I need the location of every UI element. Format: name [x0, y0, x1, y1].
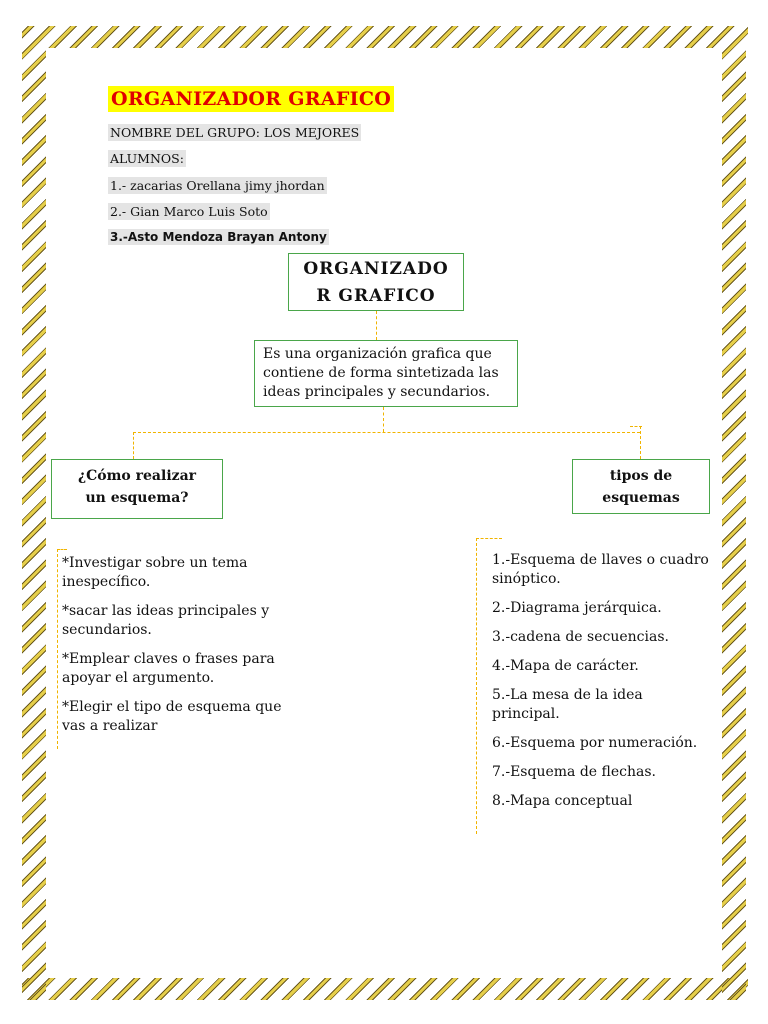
main-concept-box [288, 253, 464, 311]
right-list-bracket-top [476, 538, 502, 539]
how-to-box [51, 459, 223, 519]
right-list-bracket [476, 538, 477, 834]
left-list-bracket-top [57, 549, 67, 550]
pencil-border-right [722, 26, 746, 1000]
list-item: 7.-Esquema de flechas. [492, 764, 656, 780]
list-item: 1.-Esquema de llaves o cuadro sinóptico. [492, 552, 709, 587]
types-box [572, 459, 710, 514]
pencil-border-left [22, 26, 46, 1000]
pencil-border-top [22, 26, 748, 48]
connector-def-split [383, 407, 384, 432]
how-to-line1: ¿Cómo realizar [77, 468, 197, 484]
connector-right-tick [630, 426, 642, 427]
types-line1: tipos de [609, 468, 673, 484]
list-item: 8.-Mapa conceptual [492, 793, 633, 809]
types-line2: esquemas [602, 490, 680, 506]
list-item: 5.-La mesa de la idea principal. [492, 687, 643, 722]
pencil-border-bottom [22, 978, 748, 1000]
group-name: NOMBRE DEL GRUPO: LOS MEJORES [110, 125, 360, 140]
list-item: *Elegir el tipo de esquema que vas a realizar [62, 699, 282, 734]
list-item: *Investigar sobre un tema inespecífico. [62, 555, 248, 590]
connector-to-left-box [133, 432, 134, 459]
list-item: 3.-cadena de secuencias. [492, 629, 669, 645]
definition-box [254, 340, 518, 407]
student-2: 2.- Gian Marco Luis Soto [110, 204, 268, 219]
how-to-steps-list [62, 554, 302, 746]
student-1: 1.- zacarias Orellana jimy jhordan [110, 178, 325, 193]
connector-main-def [376, 311, 377, 340]
main-concept-line1: ORGANIZADO [303, 259, 449, 279]
left-list-bracket [57, 549, 58, 749]
main-concept-line2: R GRAFICO [316, 286, 436, 306]
schema-types-list [492, 551, 712, 821]
list-item: *sacar las ideas principales y secundarios. [62, 603, 270, 638]
list-item: *Emplear claves o frases para apoyar el argumento. [62, 651, 275, 686]
list-item: 6.-Esquema por numeración. [492, 735, 698, 751]
students-label: ALUMNOS: [110, 151, 184, 166]
student-3: 3.-Asto Mendoza Brayan Antony [110, 230, 327, 244]
list-item: 2.-Diagrama jerárquica. [492, 600, 662, 616]
connector-to-right-box [640, 426, 641, 459]
page-title: ORGANIZADOR GRAFICO [108, 86, 394, 112]
definition-text: Es una organización grafica que contiene de forma sintetizada las ideas principales y secundarios. [263, 346, 499, 400]
how-to-line2: un esquema? [85, 490, 189, 506]
list-item: 4.-Mapa de carácter. [492, 658, 639, 674]
connector-horizontal [133, 432, 640, 433]
